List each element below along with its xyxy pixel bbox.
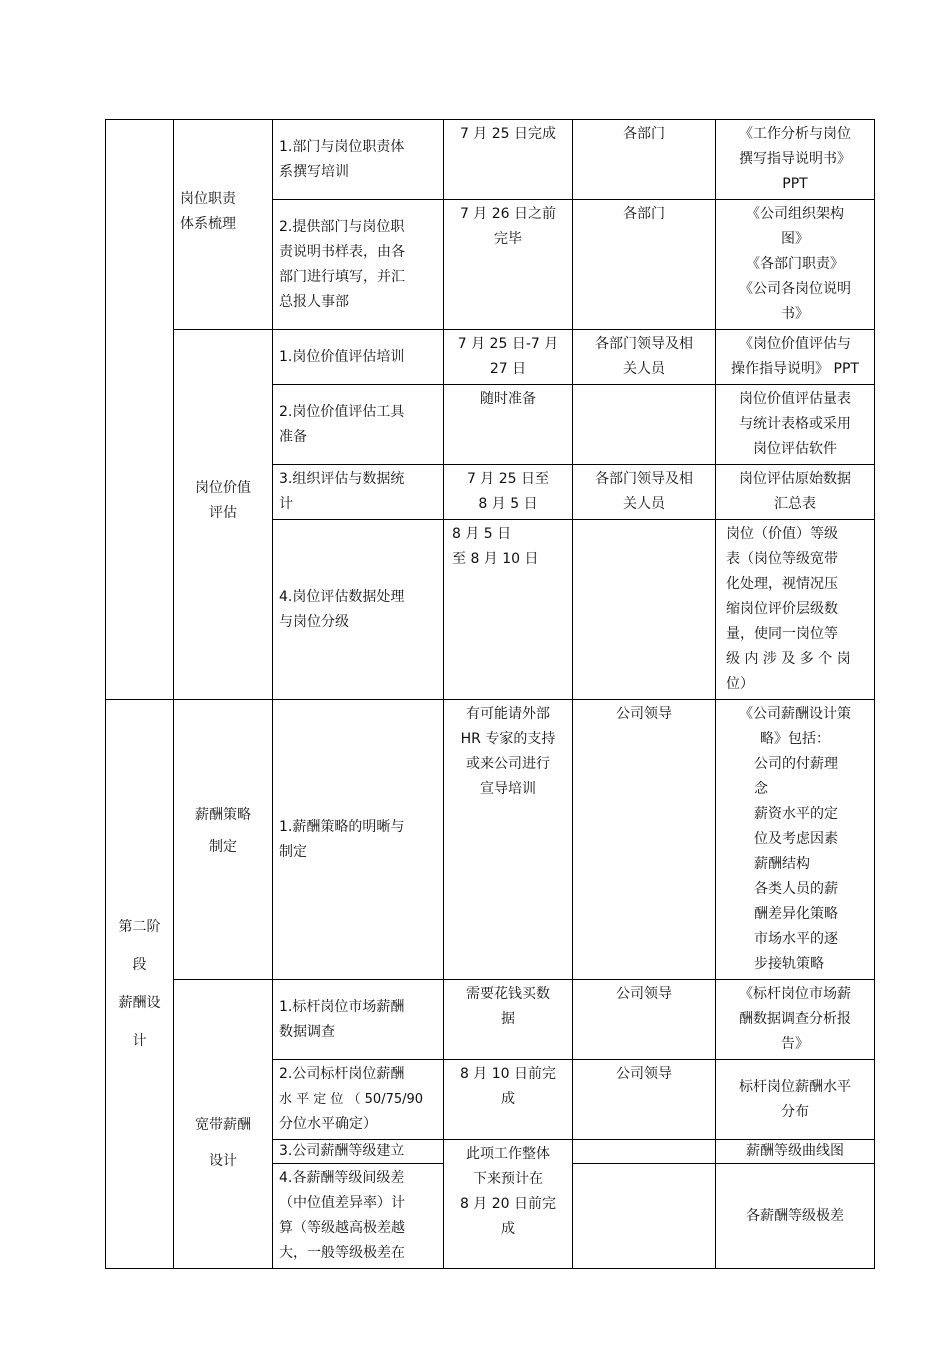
- task-cell: 2.岗位价值评估工具 准备: [273, 385, 444, 465]
- owner-cell-empty: [573, 1140, 716, 1164]
- task-cell: 1.标杆岗位市场薪酬 数据调查: [273, 980, 444, 1060]
- task-cell: 1.部门与岗位职责体 系撰写培训: [273, 120, 444, 200]
- time-cell: 随时准备: [444, 385, 573, 465]
- output-cell: 《岗位价值评估与 操作指导说明》 PPT: [716, 330, 875, 385]
- owner-cell-empty: [573, 520, 716, 700]
- time-cell: 需要花钱买数 据: [444, 980, 573, 1060]
- phase-cell-empty: [106, 120, 174, 700]
- output-cell: 《工作分析与岗位 撰写指导说明书》 PPT: [716, 120, 875, 200]
- time-cell: 7 月 26 日之前 完毕: [444, 200, 573, 330]
- output-cell: 各薪酬等级极差: [716, 1164, 875, 1269]
- owner-cell: 各部门: [573, 120, 716, 200]
- group-cell-strategy: 薪酬策略 制定: [174, 700, 273, 980]
- owner-cell: 公司领导: [573, 1060, 716, 1140]
- time-cell: 7 月 25 日-7 月 27 日: [444, 330, 573, 385]
- group-cell-duty: 岗位职责 体系梳理: [174, 120, 273, 330]
- work-plan-table: [105, 119, 875, 1269]
- group-cell-broadband: 宽带薪酬 设计: [174, 980, 273, 1269]
- time-cell: 8 月 10 日前完 成: [444, 1060, 573, 1140]
- task-cell: 3.组织评估与数据统 计: [273, 465, 444, 520]
- output-cell: 《公司组织架构 图》 《各部门职责》 《公司各岗位说明 书》: [716, 200, 875, 330]
- table-row: [106, 120, 875, 200]
- time-cell: 有可能请外部 HR 专家的支持 或来公司进行 宣导培训: [444, 700, 573, 980]
- time-cell: 此项工作整体 下来预计在 8 月 20 日前完 成: [444, 1140, 573, 1269]
- output-cell: 薪酬等级曲线图: [716, 1140, 875, 1164]
- output-cell: 岗位（价值）等级 表（岗位等级宽带 化处理，视情况压 缩岗位评价层级数 量，使同一岗位等 级 内 涉 及 多 个 岗 位）: [716, 520, 875, 700]
- output-cell: 《标杆岗位市场薪 酬数据调查分析报 告》: [716, 980, 875, 1060]
- output-cell: 岗位评估原始数据 汇总表: [716, 465, 875, 520]
- table-row: [106, 330, 875, 385]
- owner-cell-empty: [573, 1164, 716, 1269]
- output-cell: 标杆岗位薪酬水平 分布: [716, 1060, 875, 1140]
- owner-cell: 各部门: [573, 200, 716, 330]
- owner-cell: 公司领导: [573, 700, 716, 980]
- task-cell: 1.薪酬策略的明晰与 制定: [273, 700, 444, 980]
- owner-cell: 各部门领导及相 关人员: [573, 465, 716, 520]
- table-row: [106, 700, 875, 980]
- group-cell-value: 岗位价值 评估: [174, 330, 273, 700]
- phase-cell-2: 第二阶 段 薪酬设 计: [106, 700, 174, 1269]
- time-cell: 8 月 5 日 至 8 月 10 日: [444, 520, 573, 700]
- output-cell: 岗位价值评估量表 与统计表格或采用 岗位评估软件: [716, 385, 875, 465]
- task-cell: 2.提供部门与岗位职 责说明书样表，由各 部门进行填写，并汇 总报人事部: [273, 200, 444, 330]
- task-cell: 4.各薪酬等级间级差 （中位值差异率）计 算（等级越高极差越 大，一般等级极差在: [273, 1164, 444, 1269]
- table-row: [106, 980, 875, 1060]
- owner-cell: 各部门领导及相 关人员: [573, 330, 716, 385]
- task-cell: 1.岗位价值评估培训: [273, 330, 444, 385]
- owner-cell: 公司领导: [573, 980, 716, 1060]
- time-cell: 7 月 25 日完成: [444, 120, 573, 200]
- output-cell: 《公司薪酬设计策 略》包括： 公司的付薪理 念 薪资水平的定 位及考虑因素 薪酬结构 各类人员的薪 酬差异化策略 市场水平的逐 步接轨策略: [716, 700, 875, 980]
- time-cell: 7 月 25 日至 8 月 5 日: [444, 465, 573, 520]
- task-cell: 3.公司薪酬等级建立: [273, 1140, 444, 1164]
- task-cell: 2.公司标杆岗位薪酬 水 平 定 位 （ 50/75/90 分位水平确定）: [273, 1060, 444, 1140]
- task-cell: 4.岗位评估数据处理 与岗位分级: [273, 520, 444, 700]
- owner-cell-empty: [573, 385, 716, 465]
